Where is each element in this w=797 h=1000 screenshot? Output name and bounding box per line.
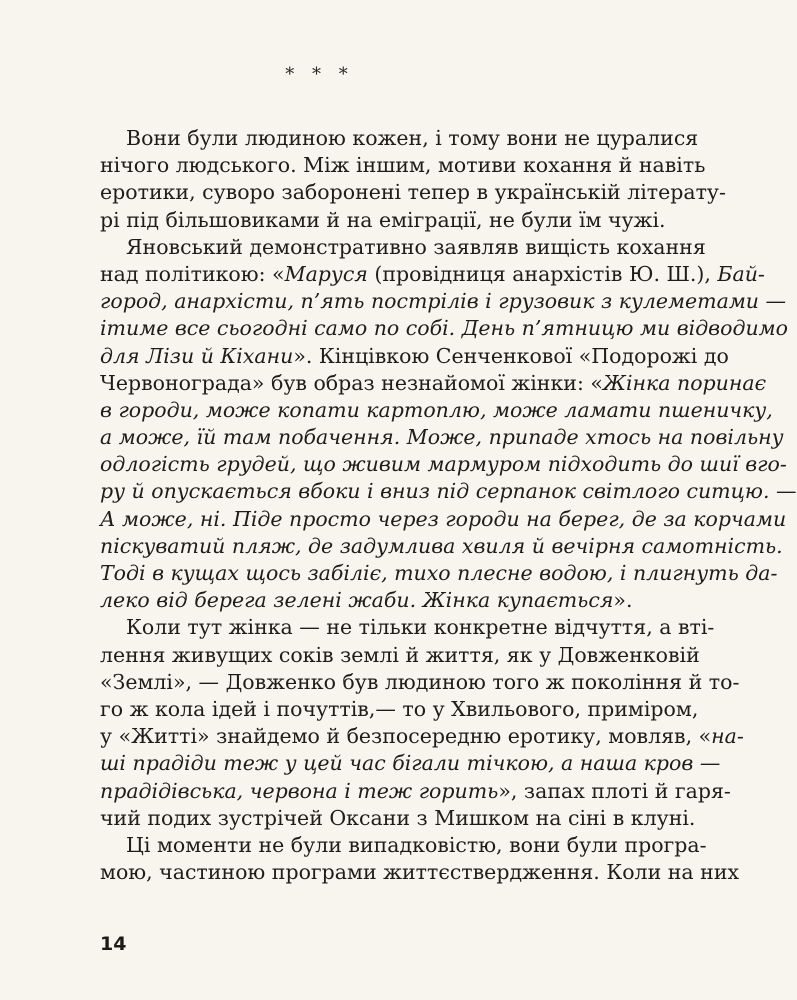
text-line (100, 750, 721, 777)
text-segment: нічого людського. Між іншим, мотиви кохання й навіть (100, 153, 706, 178)
italic-quote-segment: Бай- (717, 261, 765, 286)
italic-quote-segment: А може, ні. Піде просто через городи на берег, де за корчами (100, 506, 787, 531)
text-segment: Вони були людиною кожен, і тому вони не цуралися (126, 126, 699, 150)
text-line (100, 152, 706, 179)
text-line (100, 642, 700, 669)
text-segment: Коли тут жінка — не тільки конкретне відчуття, а вті- (126, 615, 715, 640)
italic-quote-segment: ру й опускається вбоки і вниз під серпанок світлого ситцю. (100, 479, 770, 504)
italic-quote-segment: город, анархісти, п’ять пострілів і грузовик з кулеметами — (100, 289, 787, 314)
text-segment: лення живущих соків землі й життя, як у Довженковій (100, 642, 700, 667)
text-segment: — (769, 479, 797, 504)
text-line (100, 533, 783, 560)
text-segment: го ж кола ідей і почуттів,— то у Хвильового, приміром, (100, 696, 699, 721)
italic-quote-segment: а може, їй там побачення. Може, припаде хтось на повільну (100, 425, 784, 450)
text-line (100, 696, 699, 723)
italic-quote-segment: на- (711, 724, 744, 749)
italic-quote-segment: одлогість грудей, що живим мармуром підходить до шиї вго- (100, 452, 787, 477)
text-line (100, 315, 788, 342)
text-line (100, 261, 765, 288)
text-line (100, 832, 707, 859)
italic-quote-segment: ітиме все сьогодні само по собі. День п’ятницю ми відводимо (100, 316, 788, 341)
text-line (100, 478, 797, 505)
text-line (100, 614, 715, 641)
italic-quote-segment: Жінка поринає (602, 370, 767, 395)
text-line (100, 125, 699, 152)
section-break-ornament: * * * (285, 64, 354, 85)
text-line (100, 723, 744, 750)
text-segment: над політикою: « (100, 261, 285, 286)
italic-quote-segment: Маруся (284, 261, 368, 286)
text-line (100, 805, 696, 832)
text-segment: еротики, суворо заборонені тепер в українській літерату- (100, 180, 726, 205)
text-segment: », запах плоті й гаря- (498, 778, 731, 803)
text-segment: ». Кінцівкою Сенченкової «Подорожі до (293, 343, 729, 368)
italic-quote-segment: леко від берега зелені жаби. Жінка купається (100, 588, 614, 613)
text-line (100, 669, 740, 696)
text-segment: Червонограда» був образ незнайомої жінки: « (100, 370, 603, 395)
text-line (100, 560, 778, 587)
italic-quote-segment: піскуватий пляж, де задумлива хвиля й вечірня самотність. (100, 533, 783, 558)
text-line (100, 288, 787, 315)
body-text (100, 125, 797, 886)
text-line (100, 397, 773, 424)
text-segment: у «Житті» знайдемо й безпосередню еротику, мовляв, « (100, 724, 712, 749)
text-line (100, 179, 726, 206)
italic-quote-segment: ші прадіди теж у цей час бігали тічкою, а наша кров — (100, 751, 721, 776)
italic-quote-segment: Тоді в кущах щось забіліє, тихо плесне водою, і плигнуть да- (100, 561, 778, 585)
italic-quote-segment: прадідівська, червона і теж горить (100, 778, 499, 803)
text-line (100, 778, 731, 805)
page-number: 14 (100, 933, 127, 955)
text-line (100, 859, 740, 886)
text-line (100, 207, 666, 234)
text-segment: Ці моменти не були випадковістю, вони були програ- (126, 832, 707, 857)
text-line (100, 424, 784, 451)
text-line (100, 451, 787, 478)
text-segment: «Землі», — Довженко був людиною того ж покоління й то- (100, 669, 740, 694)
text-segment: чий подих зустрічей Оксани з Мишком на сіні в клуні. (100, 805, 696, 830)
italic-quote-segment: для Лізи й Кіхани (100, 343, 294, 368)
text-segment: рі під більшовиками й на еміграції, не були їм чужі. (100, 207, 666, 232)
text-line (100, 506, 787, 533)
text-line (100, 234, 706, 261)
text-segment: (провідниця анархістів Ю. Ш.), (367, 261, 718, 286)
text-line (100, 343, 729, 370)
text-line (100, 587, 633, 614)
text-segment: мою, частиною програми життєствердження. Коли на них (100, 860, 740, 885)
text-line (100, 370, 767, 397)
text-segment: ». (613, 588, 633, 613)
italic-quote-segment: в городи, може копати картоплю, може ламати пшеничку, (100, 397, 773, 422)
text-segment: Яновський демонстративно заявляв вищість кохання (126, 234, 706, 259)
